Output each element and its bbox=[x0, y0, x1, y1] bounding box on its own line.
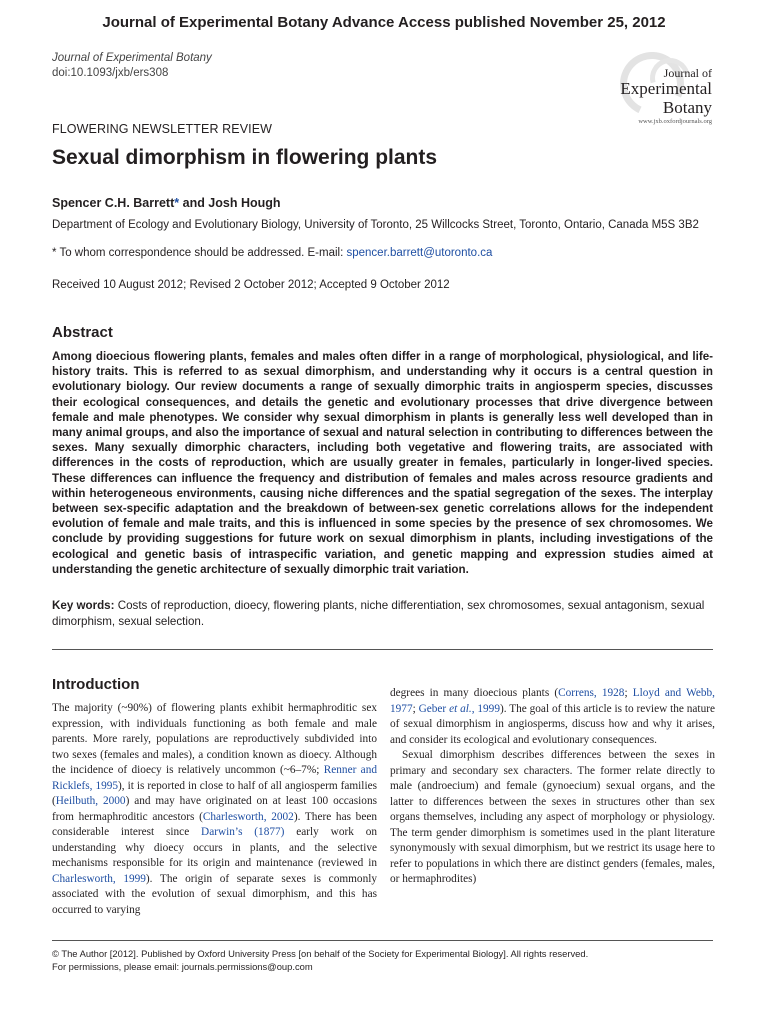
author-barrett: Spencer C.H. Barrett bbox=[52, 196, 175, 210]
introduction-heading: Introduction bbox=[52, 676, 140, 693]
text-run: ; bbox=[624, 687, 633, 699]
intro-paragraph-1 bbox=[52, 701, 377, 918]
journal-name: Journal of Experimental Botany bbox=[52, 52, 212, 64]
logo-line1: Journal of bbox=[663, 66, 712, 80]
citation-link[interactable] bbox=[419, 703, 500, 715]
abstract-text: Among dioecious flowering plants, females and males often differ in a range of morphological, physiological, and life-history traits. This is referred to as sexual dimorphism, and understanding why it occurs is a central question in evolutionary biology. Our review documents a range of sexually dimorphic traits in angiosperm species, discusses their ecological consequences, and details the genetic and evolutionary processes that drive divergence between female and male phenotypes. We consider why sexual dimorphism in plants is generally less well developed than in many animal groups, and also the importance of sexual and natural selection in contributing to differences between the sexes. Many sexually dimorphic characters, including both vegetative and flowering traits, are associated with differences in the costs of reproduction, which are usually greater in females, particularly in longer-lived species. These differences can influence the frequency and distribution of females and males across resource gradients and within heterogeneous environments, causing niche differences and the spatial segregation of the sexes. The interplay between sex-specific adaptation and the breakdown of between-sex genetic correlations allows for the independent evolution of female and male traits, and this is influenced in some species by the presence of sex chromosomes. We conclude by providing suggestions for future work on sexual dimorphism in plants, including investigations of the ecological and genetic basis of intraspecific variation, and genetic mapping and expression studies aimed at understanding the genetic architecture of sexually dimorphic trait variation. bbox=[52, 350, 713, 576]
citation-author: Geber bbox=[418, 702, 450, 715]
author-list bbox=[52, 196, 281, 210]
keywords bbox=[52, 598, 713, 629]
text-run: ). The origin of separate sexes is commonly associated with the evolution of sexual dimorphism, and this has occurred to varying bbox=[52, 872, 378, 916]
citation-link[interactable]: Charlesworth, 2002 bbox=[202, 810, 294, 823]
logo-line2: Experimental bbox=[620, 79, 712, 98]
text-run: ), it is reported in close to half of all angiosperm families ( bbox=[52, 779, 377, 807]
body-column-right bbox=[390, 686, 715, 888]
citation-link[interactable]: Renner and Ricklefs, 1995 bbox=[52, 764, 377, 792]
permissions-line: For permissions, please email: journals.permissions@oup.com bbox=[52, 961, 313, 972]
text-run: ). The goal of this article is to review the nature of sexual dimorphism in angiosperms, discuss how and why it arises, and consider its ecological and evolutionary consequences. bbox=[390, 702, 715, 746]
doi: doi:10.1093/jxb/ers308 bbox=[52, 67, 169, 79]
affiliation: Department of Ecology and Evolutionary Biology, University of Toronto, 25 Willcocks Street, Toronto, Ontario, Canada M5S 3B2 bbox=[52, 219, 699, 231]
email-link[interactable]: spencer.barrett@utoronto.ca bbox=[346, 247, 493, 259]
author-hough: and Josh Hough bbox=[179, 196, 281, 210]
logo-line3: Botany bbox=[662, 98, 712, 117]
text-run: ; bbox=[412, 702, 419, 715]
citation-etal: et al. bbox=[449, 702, 472, 715]
history-dates: Received 10 August 2012; Revised 2 October 2012; Accepted 9 October 2012 bbox=[52, 279, 450, 291]
corresponding-author-marker[interactable]: * bbox=[174, 196, 180, 210]
text-run: early work on understanding why dioecy occurs in plants, and the selective mechanisms responsible for its origin and maintenance (reviewed in bbox=[52, 826, 377, 869]
citation-year: , 1999 bbox=[471, 702, 500, 715]
citation-link[interactable]: Darwin’s (1877) bbox=[201, 826, 285, 838]
citation-link[interactable]: Heilbuth, 2000 bbox=[55, 795, 126, 807]
text-run: The majority (~90%) of flowering plants exhibit hermaphroditic sex expression, with individuals functioning as both female and male parents. More rarely, populations are reproductively subdivided into two sexes (females and males), a condition known as dioecy. Although the incidence of dioecy is relatively uncommon (~6–7%; bbox=[52, 702, 377, 776]
article-title: Sexual dimorphism in flowering plants bbox=[52, 146, 438, 169]
text-run: ). There has been considerable interest since bbox=[52, 810, 378, 838]
keywords-text: Costs of reproduction, dioecy, flowering plants, niche differentiation, sex chromosomes, sexual antagonism, sexual dimorphism, sexual selection. bbox=[52, 599, 705, 628]
journal-logo bbox=[606, 52, 718, 130]
text-run: ) and may have originated on at least 100 occasions from hermaphroditic ancestors ( bbox=[52, 795, 377, 823]
citation-link[interactable]: Correns, 1928 bbox=[558, 687, 625, 699]
publication-banner: Journal of Experimental Botany Advance Access published November 25, 2012 bbox=[102, 14, 666, 31]
footer-divider bbox=[52, 940, 713, 941]
section-label: FLOWERING NEWSLETTER REVIEW bbox=[52, 122, 273, 136]
citation-link[interactable]: Charlesworth, 1999 bbox=[52, 872, 146, 885]
intro-paragraph-1-cont bbox=[390, 686, 715, 748]
correspondence-text: * To whom correspondence should be addressed. E-mail: bbox=[52, 247, 347, 259]
section-divider bbox=[52, 649, 713, 650]
logo-url: www.jxb.oxfordjournals.org bbox=[638, 118, 712, 125]
body-column-left bbox=[52, 701, 377, 918]
intro-paragraph-2: Sexual dimorphism describes differences between the sexes in primary and secondary sex characters. The former relate directly to male (androecium) and female (gynoecium) sexual organs, and the latter to differences between the sexes in structures other than sex organs themselves, including any aspect of morphology or physiology. The term gender dimorphism is sometimes used in the plant literature synonymously with sexual dimorphism, but we restrict its usage here to refer to populations in which there are distinct genders (females, males, or hermaphrodites) bbox=[390, 749, 715, 885]
citation-link[interactable]: Lloyd and Webb, 1977 bbox=[390, 687, 715, 715]
keywords-label: Key words: bbox=[52, 599, 115, 612]
text-run: degrees in many dioecious plants ( bbox=[390, 687, 559, 699]
copyright-line: © The Author [2012]. Published by Oxford University Press [on behalf of the Society for Experimental Biology]. All rights reserved. bbox=[52, 948, 589, 959]
correspondence-note bbox=[52, 247, 492, 259]
abstract-heading: Abstract bbox=[52, 324, 113, 341]
